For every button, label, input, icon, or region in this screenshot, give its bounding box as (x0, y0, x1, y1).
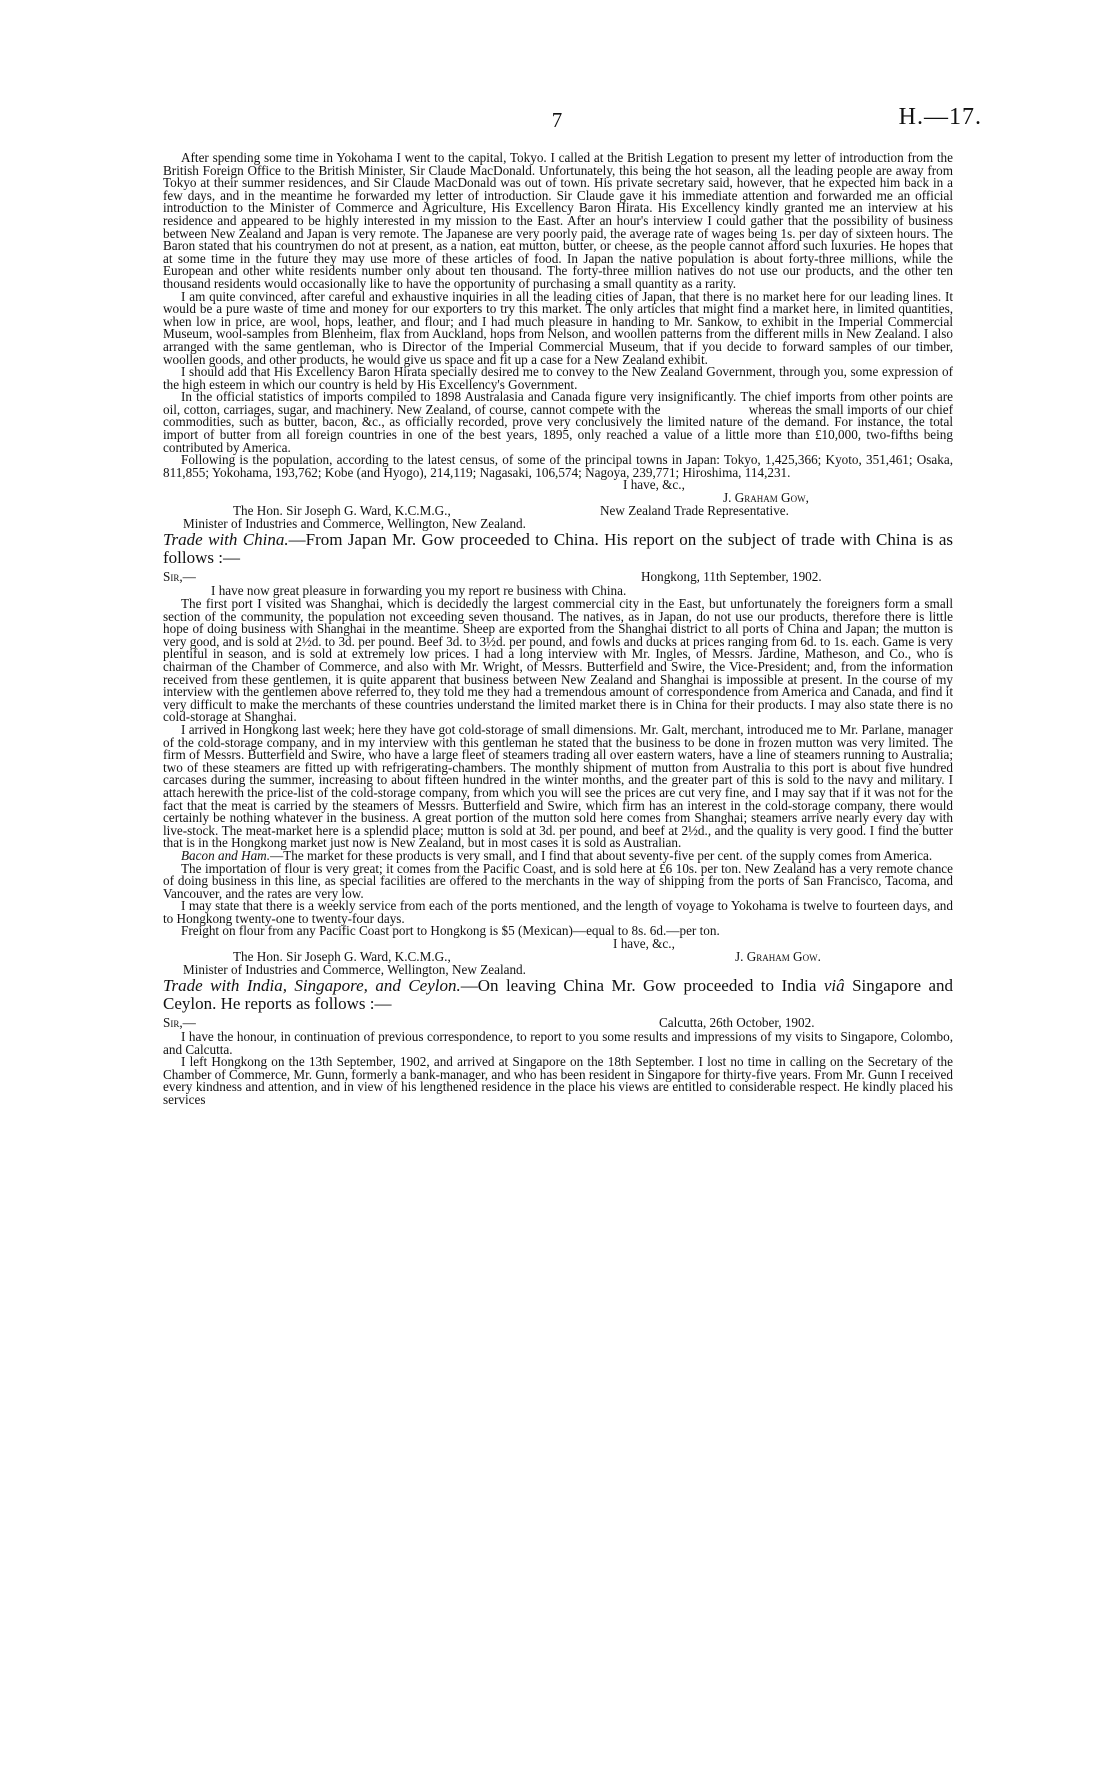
section-heading: Trade with China. (163, 530, 289, 550)
paragraph: The importation of flour is very great; it comes from the Pacific Coast, and is sold here at £6 10s. per ton. New Zealand has a very remote chance of doing business in this line, as special facilities are offered to the merchants in the way of shipping from the ports of San Francisco, Tacoma, and Vancouver, and the rates are very low. (163, 860, 953, 901)
section-text: —On leaving China Mr. Gow proceeded to India (460, 976, 824, 996)
signer-title: New Zealand Trade Representative. (600, 503, 789, 519)
salutation: Sir,— (163, 1015, 196, 1031)
place-date: Hongkong, 11th September, 1902. (641, 569, 822, 585)
addressee-title: Minister of Industries and Commerce, Wellington, New Zealand. (183, 962, 526, 978)
addressee: The Hon. Sir Joseph G. Ward, K.C.M.G., (233, 503, 451, 519)
section-india (163, 977, 953, 1013)
salutation: Sir,— (163, 569, 196, 585)
salutation-line (163, 1017, 953, 1031)
paragraph: I left Hongkong on the 13th September, 1902, and arrived at Singapore on the 18th September. I lost no time in calling on the Secretary of the Chamber of Commerce, Mr. Gunn, formerly a bank-manager, and who has been resident in Singapore for thirty-five years. From Mr. Gunn I received every kindness and attention, and in view of his lengthened residence in the place his views are entitled to considerable respect. He kindly placed his services (163, 1054, 953, 1108)
paragraph: I have the honour, in continuation of previous correspondence, to report to you some results and impressions of my visits to Singapore, Colombo, and Calcutta. (163, 1029, 953, 1057)
section-text: —From Japan Mr. Gow proceeded to China. His report on the subject of trade with China is as follows :— (163, 530, 953, 568)
signer: J. Graham Gow. (735, 949, 821, 965)
via-word: viâ (823, 976, 845, 996)
section-china (163, 531, 953, 567)
section-text: Singapore and Ceylon. He reports as follows :— (163, 976, 954, 1014)
addressee-title-line (163, 518, 953, 531)
closing: I have, &c., (613, 936, 675, 952)
paragraph: In the official statistics of imports compiled to 1898 Australasia and Canada figure very insignificantly. The chief imports from other points are oil, cotton, carriages, sugar, and machinery. New Zealand, of course, cannot compete with the whereas the small imports of our chief commodities, such as butter, bacon, &c., as officially recorded, prove very conclusively the limited nature of the demand. For instance, the total import of butter from all foreign countries in one of the best years, 1895, only reached a value of a little more than £10,000, two-fifths being contributed by America. (163, 389, 957, 455)
section-heading: Trade with India, Singapore, and Ceylon. (163, 976, 461, 996)
signer: J. Graham Gow, (723, 490, 809, 506)
paragraph: Following is the population, according to the latest census, of some of the principal towns in Japan: Tokyo, 1,425,366; Kyoto, 351,461; Osaka, 811,855; Yokohama, 193,762; Kobe (and Hyogo), 214,119; Nagasaki, 106,574; Nagoya, 239,771; Hiroshima, 114,231. (163, 452, 953, 480)
document-reference: H.—17. (898, 104, 982, 130)
paragraph-text: —The market for these products is very small, and I find that about seventy-five per cent. of the supply comes from America. (270, 847, 933, 863)
paragraph: I should add that His Excellency Baron Hirata specially desired me to convey to the New Zealand Government, through you, some expression of the high esteem in which our country is held by His Excellency's Government. (163, 364, 953, 392)
addressee-title: Minister of Industries and Commerce, Wellington, New Zealand. (183, 516, 526, 532)
paragraph: I may state that there is a weekly service from each of the ports mentioned, and the length of voyage to Yokohama is twelve to fourteen days, and to Hongkong twenty-one to twenty-four days. (163, 898, 953, 926)
paragraph: The first port I visited was Shanghai, which is decidedly the largest commercial city in the East, but unfortunately the foreigners form a small section of the community, the population not exceeding seven thousand. The natives, as in Japan, do not use our products, therefore there is little hope of doing business with Shanghai in the meantime. Sheep are exported from the Shanghai district to all ports of China and Japan; the mutton is very good, and is sold at 2½d. to 3d. per pound. Beef 3d. to 3½d. per pound, and fowls and ducks at prices ranging from 6d. to 1s. each. Game is very plentiful in season, and is sold at extremely low prices. I had a long interview with Mr. Ingles, of Messrs. Jardine, Matheson, and Co., who is chairman of the Chamber of Commerce, and also with Mr. Wright, of Messrs. Butterfield and Swire, the Vice-President; and, from the information received from these gentlemen, it is quite apparent that business between New Zealand and Shanghai is impossible at present. In the course of my interview with the gentlemen above referred to, they told me they had a tremendous amount of correspondence from America and Canada, and find it very difficult to make the merchants of these countries understand the limited market there is in China for their products. I may also state there is no cold-storage at Shanghai. (163, 596, 953, 725)
page-number: 7 (551, 108, 563, 132)
paragraph: I have now great pleasure in forwarding you my report re business with China. (211, 583, 627, 599)
salutation-line (163, 571, 953, 585)
paragraph: After spending some time in Yokohama I went to the capital, Tokyo. I called at the British Legation to present my letter of introduction from the British Foreign Office to the British Minister, Sir Claude MacDonald. Unfortunately, this being the hot season, all the leading people are away from Tokyo at their summer residences, and Sir Claude MacDonald was out of town. His private secretary said, however, that he expected him back in a few days, and in the meantime he forwarded my letter of introduction. Sir Claude gave it his immediate attention and forwarded me an official introduction to the Minister of Commerce and Agriculture, His Excellency Baron Hirata. His Excellency kindly granted me an interview at his residence and appeared to be highly interested in my mission to the East. After an hour's interview I could gather that the possibility of business between New Zealand and Japan is very remote. The Japanese are very poorly paid, the average rate of wages being 1s. per day of sixteen hours. The Baron stated that his countrymen do not at present, as a nation, eat mutton, butter, or cheese, as the people cannot afford such luxuries. He hopes that at some time in the future they may use more of these articles of food. In Japan the native population is about forty-three millions, while the European and other white residents number only about ten thousand. The forty-three million natives do not use our products, and the other ten thousand residents would occasionally like to have the opportunity of purchasing a small quantity as a rarity. (163, 150, 953, 291)
paragraph: Freight on flour from any Pacific Coast port to Hongkong is $5 (Mexican)—equal to 8s. 6d.—per ton. (181, 923, 720, 939)
paragraph: I arrived in Hongkong last week; here they have got cold-storage of small dimensions. Mr. Galt, merchant, introduced me to Mr. Parlane, manager of the cold-storage company, and in my interview with this gentleman he stated that the business to be done in frozen mutton was very limited. The firm of Messrs. Butterfield and Swire, who have a large fleet of steamers trading all over eastern waters, have a line of steamers running to Australia; two of these steamers are fitted up with refrigerating-chambers. The monthly shipment of mutton from Australia to this port is about five hundred carcases during the summer, increasing to about fifteen hundred in the winter months, and the greater part of this is sold to the navy and military. I attach herewith the price-list of the cold-storage company, from which you will see the prices are cut very fine, and I may say that if it was not for the fact that the meat is carried by the steamers of Messrs. Butterfield and Swire, which firm has an interest in the cold-storage company, there would certainly be nothing whatever in the business. A great portion of the mutton sold here comes from Shanghai; steamers arrive nearly every day with live-stock. The meat-market here is a splendid place; mutton is sold at 3d. per pound, and beef at 2½d., and the quality is very good. I find the butter that is in the Hongkong market just now is New Zealand, but in most cases it is sold as Australian. (163, 721, 953, 851)
place-date: Calcutta, 26th October, 1902. (659, 1015, 815, 1031)
paragraph: I am quite convinced, after careful and exhaustive inquiries in all the leading cities of Japan, that there is no market here for our leading lines. It would be a pure waste of time and money for our exporters to try this market. The only articles that might find a market here, in limited quantities, when low in price, are wool, hops, leather, and flour; and I had much pleasure in handing to Mr. Sankow, to exhibit in the Imperial Commercial Museum, wool-samples from Blenheim, flax from Auckland, hops from Nelson, and woollen patterns from the different mills in New Zealand. I also arranged with the same gentleman, who is Director of the Imperial Commercial Museum, that if you decide to forward samples of our timber, woollen goods, and other products, he would give us space and fit up a case for a New Zealand exhibit. (163, 288, 953, 367)
subheading-bacon: Bacon and Ham. (181, 847, 271, 863)
addressee-title-line (163, 964, 953, 977)
closing-line (163, 479, 953, 492)
addressee: The Hon. Sir Joseph G. Ward, K.C.M.G., (233, 949, 451, 965)
closing: I have, &c., (623, 477, 685, 493)
document-body (163, 150, 957, 1108)
